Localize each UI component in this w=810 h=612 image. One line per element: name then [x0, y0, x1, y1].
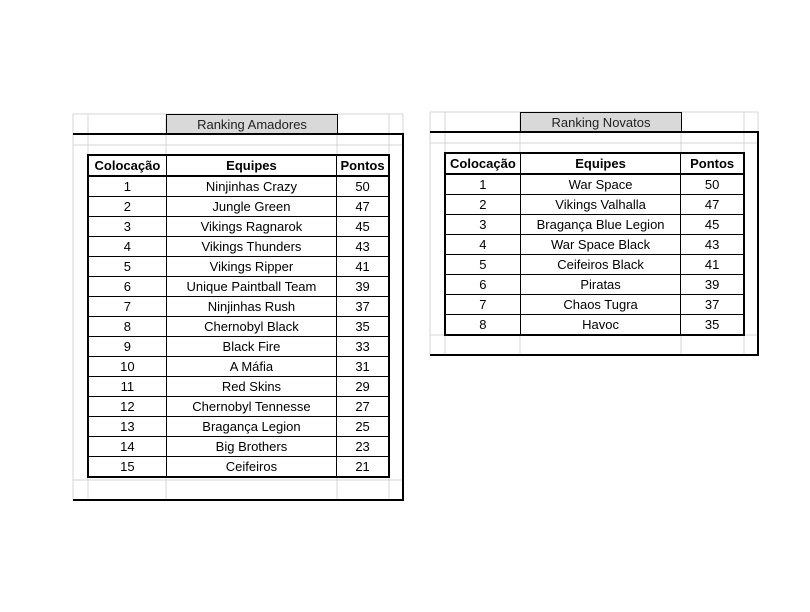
header-equipes: Equipes	[520, 154, 680, 175]
points-cell: 39	[681, 275, 744, 295]
rank-cell: 13	[89, 417, 167, 437]
table-row	[446, 275, 744, 295]
table-row	[446, 174, 744, 195]
points-cell: 43	[681, 235, 744, 255]
points-cell: 23	[337, 437, 389, 457]
team-cell: Havoc	[520, 315, 680, 335]
header-colocacao: Colocação	[89, 156, 167, 177]
amadores-title: Ranking Amadores	[166, 114, 338, 134]
points-cell: 35	[681, 315, 744, 335]
points-cell: 50	[337, 176, 389, 197]
rank-cell: 7	[446, 295, 521, 315]
header-colocacao: Colocação	[446, 154, 521, 175]
team-cell: Chernobyl Black	[166, 317, 336, 337]
points-cell: 37	[337, 297, 389, 317]
team-cell: Unique Paintball Team	[166, 277, 336, 297]
rank-cell: 10	[89, 357, 167, 377]
table-row	[446, 235, 744, 255]
points-cell: 33	[337, 337, 389, 357]
rank-cell: 1	[446, 174, 521, 195]
header-equipes: Equipes	[166, 156, 336, 177]
points-cell: 47	[337, 197, 389, 217]
novatos-table	[445, 153, 744, 335]
team-cell: Chernobyl Tennesse	[166, 397, 336, 417]
rank-cell: 9	[89, 337, 167, 357]
team-cell: War Space	[520, 174, 680, 195]
table-row	[446, 195, 744, 215]
rank-cell: 1	[89, 176, 167, 197]
table-row	[446, 315, 744, 335]
team-cell: Chaos Tugra	[520, 295, 680, 315]
rank-cell: 8	[446, 315, 521, 335]
team-cell: Bragança Legion	[166, 417, 336, 437]
points-cell: 25	[337, 417, 389, 437]
team-cell: Ninjinhas Crazy	[166, 176, 336, 197]
table-row	[89, 417, 389, 437]
novatos-header-row	[446, 154, 744, 175]
rank-cell: 2	[89, 197, 167, 217]
team-cell: Ninjinhas Rush	[166, 297, 336, 317]
rank-cell: 7	[89, 297, 167, 317]
header-pontos: Pontos	[681, 154, 744, 175]
points-cell: 39	[337, 277, 389, 297]
rank-cell: 4	[446, 235, 521, 255]
rank-cell: 4	[89, 237, 167, 257]
novatos-title: Ranking Novatos	[520, 112, 682, 132]
points-cell: 45	[337, 217, 389, 237]
team-cell: Red Skins	[166, 377, 336, 397]
team-cell: Jungle Green	[166, 197, 336, 217]
points-cell: 27	[337, 397, 389, 417]
points-cell: 41	[337, 257, 389, 277]
points-cell: 31	[337, 357, 389, 377]
rank-cell: 2	[446, 195, 521, 215]
table-row	[89, 377, 389, 397]
points-cell: 50	[681, 174, 744, 195]
team-cell: Bragança Blue Legion	[520, 215, 680, 235]
points-cell: 29	[337, 377, 389, 397]
team-cell: Big Brothers	[166, 437, 336, 457]
rank-cell: 3	[89, 217, 167, 237]
table-row	[446, 255, 744, 275]
points-cell: 37	[681, 295, 744, 315]
team-cell: A Máfia	[166, 357, 336, 377]
team-cell: Vikings Ripper	[166, 257, 336, 277]
table-row	[89, 397, 389, 417]
team-cell: Piratas	[520, 275, 680, 295]
points-cell: 21	[337, 457, 389, 477]
points-cell: 47	[681, 195, 744, 215]
points-cell: 41	[681, 255, 744, 275]
table-row	[446, 215, 744, 235]
rank-cell: 11	[89, 377, 167, 397]
rank-cell: 5	[446, 255, 521, 275]
team-cell: Ceifeiros	[166, 457, 336, 477]
rank-cell: 12	[89, 397, 167, 417]
rank-cell: 6	[446, 275, 521, 295]
team-cell: Vikings Thunders	[166, 237, 336, 257]
table-row	[89, 457, 389, 477]
team-cell: Black Fire	[166, 337, 336, 357]
team-cell: Vikings Ragnarok	[166, 217, 336, 237]
points-cell: 43	[337, 237, 389, 257]
rank-cell: 15	[89, 457, 167, 477]
rank-cell: 14	[89, 437, 167, 457]
rank-cell: 6	[89, 277, 167, 297]
rank-cell: 3	[446, 215, 521, 235]
rank-cell: 8	[89, 317, 167, 337]
header-pontos: Pontos	[337, 156, 389, 177]
points-cell: 35	[337, 317, 389, 337]
table-row	[446, 295, 744, 315]
team-cell: War Space Black	[520, 235, 680, 255]
team-cell: Vikings Valhalla	[520, 195, 680, 215]
points-cell: 45	[681, 215, 744, 235]
table-row	[89, 437, 389, 457]
team-cell: Ceifeiros Black	[520, 255, 680, 275]
rank-cell: 5	[89, 257, 167, 277]
